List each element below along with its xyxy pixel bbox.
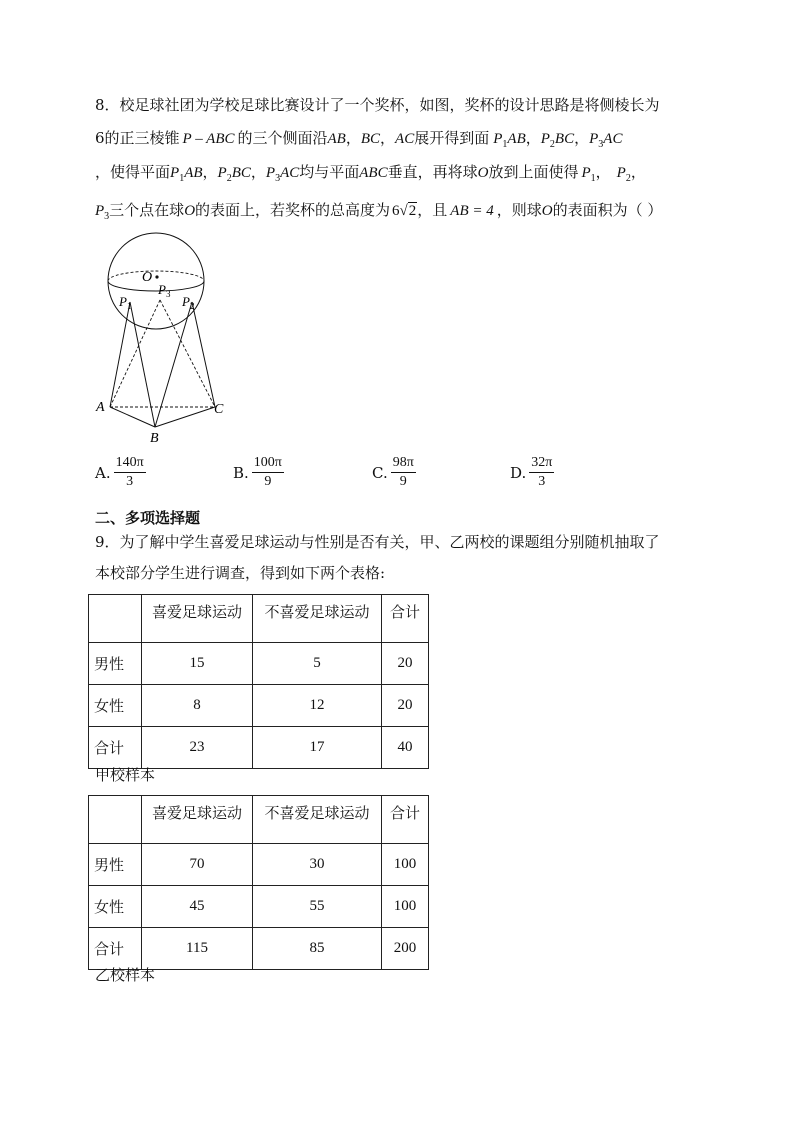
q8-text-1: 8．校足球社团为学校足球比赛设计了一个奖杯，如图，奖杯的设计思路是将侧棱长为 — [95, 96, 660, 114]
text: ， — [595, 163, 611, 181]
label-O: O — [142, 270, 153, 285]
table-header-cell — [89, 595, 142, 643]
option-letter: A. — [95, 463, 111, 482]
math-face-1 — [493, 131, 526, 150]
option-letter: B. — [233, 463, 249, 482]
table-row — [89, 643, 429, 685]
math: P — [540, 131, 550, 147]
sub: 2 — [226, 173, 232, 184]
text: 垂直，再将球 — [387, 163, 478, 181]
sub: 2 — [625, 173, 631, 184]
table-caption-school-b: 乙校样本 — [95, 966, 156, 984]
math: BC — [231, 165, 251, 181]
label-P2-sub: 2 — [189, 301, 195, 311]
sub: 3 — [275, 173, 281, 184]
edge-P2B — [155, 302, 192, 427]
text: ， — [250, 163, 266, 181]
math: AC — [603, 131, 623, 147]
label-A: A — [96, 400, 105, 415]
table-cell: 200 — [382, 928, 429, 970]
math-face-3 — [265, 165, 300, 184]
table-cell: 85 — [253, 928, 382, 970]
label-P1-main: P — [119, 294, 127, 309]
math-point-2 — [616, 165, 631, 184]
math-pyramid: P – ABC — [182, 131, 235, 147]
text: ， — [345, 129, 361, 147]
math: AC — [280, 165, 300, 181]
text: ，且 — [417, 201, 448, 219]
section-title: 二、多项选择题 — [95, 509, 201, 527]
table-cell: 20 — [382, 643, 429, 685]
math: AB = 4 — [450, 203, 494, 219]
text: ， — [202, 163, 218, 181]
option-c[interactable] — [372, 455, 416, 490]
math: BC — [554, 131, 575, 147]
math: P — [616, 165, 626, 181]
math: O — [541, 203, 553, 219]
label-B: B — [150, 431, 159, 446]
label-P1-sub: 1 — [126, 301, 132, 311]
math-face-3 — [589, 131, 623, 150]
math: O — [477, 165, 489, 181]
label-P1 — [118, 294, 131, 311]
label-P3-main: P — [158, 282, 166, 297]
math: P — [170, 165, 180, 181]
table-cell: 5 — [253, 643, 382, 685]
table-header-cell: 喜爱足球运动 — [142, 796, 253, 844]
math-point-3 — [95, 203, 110, 222]
edge-P1A — [110, 302, 130, 407]
table-cell: 17 — [253, 727, 382, 769]
table-school-b — [88, 795, 429, 970]
edge-AB — [110, 407, 155, 427]
sqrt-sign: √ — [399, 203, 408, 219]
table-cell: 女性 — [89, 886, 142, 928]
option-a[interactable] — [95, 455, 146, 490]
table-header-cell: 合计 — [382, 595, 429, 643]
table-header-row — [89, 595, 429, 643]
numerator: 32π — [529, 455, 554, 473]
table-cell: 12 — [253, 685, 382, 727]
table-header-row — [89, 796, 429, 844]
text: ，使得平面 — [95, 163, 171, 181]
denominator: 3 — [538, 474, 546, 489]
table-header-cell: 不喜爱足球运动 — [253, 796, 382, 844]
sub: 2 — [549, 139, 555, 150]
option-d[interactable] — [510, 455, 554, 490]
edge-P1B — [130, 302, 155, 427]
option-b[interactable] — [233, 455, 284, 490]
math: AB — [327, 131, 346, 147]
table-header-cell: 喜爱足球运动 — [142, 595, 253, 643]
edge-BC — [155, 407, 215, 427]
math: P — [581, 165, 591, 181]
text: 展开得到面 — [414, 129, 490, 147]
table-school-a — [88, 594, 429, 769]
table-header-cell: 合计 — [382, 796, 429, 844]
q8-line-1 — [95, 94, 660, 116]
table-cell: 20 — [382, 685, 429, 727]
math: 6 — [392, 203, 400, 219]
math: P — [493, 131, 503, 147]
math: O — [184, 203, 196, 219]
math: P — [589, 131, 599, 147]
text: ， — [630, 163, 646, 181]
text: ，则球 — [496, 201, 542, 219]
sub: 1 — [590, 173, 596, 184]
table-cell: 合计 — [89, 928, 142, 970]
table-caption-school-a: 甲校样本 — [95, 766, 156, 784]
edge-P3A — [110, 300, 160, 407]
table-header-cell — [89, 796, 142, 844]
text: ， — [525, 129, 541, 147]
table-cell: 15 — [142, 643, 253, 685]
math: P — [265, 165, 276, 181]
text: 三个点在球 — [109, 201, 185, 219]
option-fraction — [252, 455, 284, 490]
sub: 3 — [598, 139, 604, 150]
text: 的表面上，若奖杯的总高度为 — [195, 201, 391, 219]
denominator: 3 — [126, 474, 134, 489]
text: 放到上面使得 — [488, 163, 579, 181]
option-fraction — [391, 455, 416, 490]
numerator: 100π — [252, 455, 284, 473]
label-P3-sub: 3 — [165, 289, 171, 299]
text: 的表面积为（ ） — [552, 201, 663, 219]
q9-line-2: 本校部分学生进行调查，得到如下两个表格: — [95, 564, 386, 582]
table-cell: 30 — [253, 844, 382, 886]
table-cell: 女性 — [89, 685, 142, 727]
trophy-figure — [88, 230, 238, 448]
table-cell: 55 — [253, 886, 382, 928]
table-cell: 男性 — [89, 844, 142, 886]
sub: 1 — [179, 173, 185, 184]
math-face-2 — [217, 165, 251, 184]
text: ， — [574, 129, 590, 147]
option-letter: D. — [510, 463, 527, 482]
option-fraction — [114, 455, 146, 490]
math-face-2 — [540, 131, 575, 150]
table-cell: 70 — [142, 844, 253, 886]
sub: 1 — [502, 139, 508, 150]
math: AB — [507, 131, 526, 147]
math-point-1 — [581, 165, 596, 184]
math: ABC — [359, 165, 388, 181]
table-cell: 45 — [142, 886, 253, 928]
table-cell: 100 — [382, 886, 429, 928]
math: BC — [360, 131, 381, 147]
math: 2 — [408, 203, 417, 219]
text: 的三个侧面沿 — [237, 129, 328, 147]
label-P2-main: P — [182, 294, 190, 309]
label-P3 — [157, 282, 171, 299]
table-header-cell: 不喜爱足球运动 — [253, 595, 382, 643]
math: AC — [395, 131, 415, 147]
sphere-outline — [108, 233, 204, 329]
math: P — [217, 165, 227, 181]
table-row — [89, 685, 429, 727]
table-cell: 合计 — [89, 727, 142, 769]
edge-P2C — [189, 301, 215, 407]
text: 6的正三棱锥 — [95, 129, 180, 147]
sub: 3 — [104, 211, 110, 222]
table-row — [89, 727, 429, 769]
table-cell: 23 — [142, 727, 253, 769]
table-cell: 8 — [142, 685, 253, 727]
math: AB — [184, 165, 203, 181]
q8-line-4 — [95, 199, 662, 228]
table-cell: 男性 — [89, 643, 142, 685]
option-letter: C. — [372, 463, 388, 482]
math: P — [95, 203, 105, 219]
text: 均与平面 — [299, 163, 360, 181]
text: ， — [380, 129, 396, 147]
q8-line-2 — [95, 127, 622, 156]
math-face-1 — [170, 165, 203, 184]
table-row — [89, 844, 429, 886]
option-fraction — [529, 455, 554, 490]
denominator: 9 — [264, 474, 272, 489]
q9-line-1: 9．为了解中学生喜爱足球运动与性别是否有关，甲、乙两校的课题组分别随机抽取了 — [95, 533, 660, 551]
label-C: C — [214, 402, 224, 417]
sphere-equator-front — [108, 281, 204, 291]
denominator: 9 — [399, 474, 407, 489]
numerator: 98π — [391, 455, 416, 473]
numerator: 140π — [114, 455, 146, 473]
table-cell: 115 — [142, 928, 253, 970]
label-P2 — [181, 294, 194, 311]
q8-line-3 — [95, 161, 646, 190]
table-cell: 100 — [382, 844, 429, 886]
table-row — [89, 886, 429, 928]
sphere-center-dot — [155, 275, 158, 278]
table-cell: 40 — [382, 727, 429, 769]
